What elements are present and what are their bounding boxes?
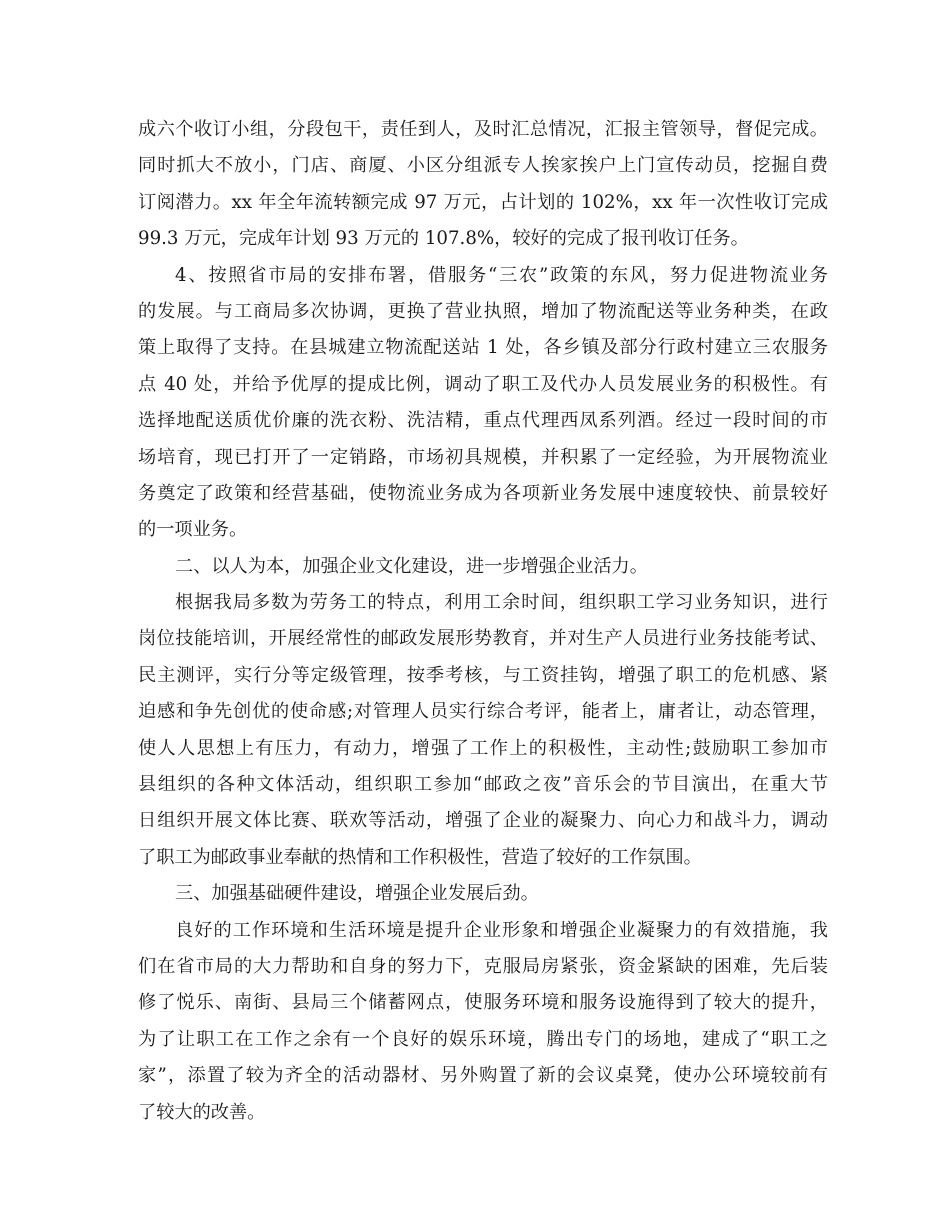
- text-line: 4、按照省市局的安排布署，借服务“三农”政策的东风，努力促进物流业务: [175, 264, 828, 286]
- text-line: 日组织开展文体比赛、联欢等活动，增强了企业的凝聚力、向心力和战斗力，调动: [138, 810, 828, 832]
- text-line: 同时抓大不放小，门店、商厦、小区分组派专人挨家挨户上门宣传动员，挖掘自费: [138, 155, 828, 177]
- text-line: 订阅潜力。xx 年全年流转额完成 97 万元，占计划的 102%，xx 年一次性收订完成: [138, 191, 828, 213]
- paragraph-culture: [138, 585, 828, 876]
- text-line: 务奠定了政策和经营基础，使物流业务成为各项新业务发展中速度较快、前景较好: [138, 482, 828, 504]
- text-line: 了较大的改善。: [138, 1101, 266, 1123]
- text-line: 场培育，现已打开了一定销路，市场初具规模，并积累了一定经验，为开展物流业: [138, 446, 828, 468]
- paragraph-infrastructure: [138, 913, 828, 1131]
- section-heading: 二、以人为本，加强企业文化建设，进一步增强企业活力。: [175, 555, 648, 577]
- text-line: 岗位技能培训，开展经常性的邮政发展形势教育，并对生产人员进行业务技能考试、: [138, 628, 828, 650]
- text-line: 了职工为邮政事业奉献的热情和工作积极性，营造了较好的工作氛围。: [138, 846, 702, 868]
- text-line: 修了悦乐、南街、县局三个储蓄网点，使服务环境和服务设施得到了较大的提升，: [138, 992, 828, 1014]
- section-heading: 三、加强基础硬件建设，增强企业发展后劲。: [175, 883, 539, 905]
- text-line: 家”，添置了较为齐全的活动器材、另外购置了新的会议桌凳，使办公环境较前有: [138, 1065, 828, 1087]
- section-heading-culture: [138, 549, 828, 585]
- text-line: 99.3 万元，完成年计划 93 万元的 107.8%，较好的完成了报刊收订任务。: [138, 228, 749, 250]
- text-line: 们在省市局的大力帮助和自身的努力下，克服局房紧张，资金紧缺的困难，先后装: [138, 955, 828, 977]
- section-heading-infrastructure: [138, 876, 828, 912]
- paragraph-subscription: [138, 112, 828, 258]
- text-line: 策上取得了支持。在县城建立物流配送站 1 处，各乡镇及部分行政村建立三农服务: [138, 337, 828, 359]
- text-line: 良好的工作环境和生活环境是提升企业形象和增强企业凝聚力的有效措施，我: [175, 919, 828, 941]
- text-line: 的一项业务。: [138, 519, 248, 541]
- text-line: 为了让职工在工作之余有一个良好的娱乐环境，腾出专门的场地，建成了“职工之: [138, 1028, 828, 1050]
- text-line: 迫感和争先创优的使命感;对管理人员实行综合考评，能者上，庸者让，动态管理，: [138, 701, 828, 723]
- text-line: 的发展。与工商局多次协调，更换了营业执照，增加了物流配送等业务种类，在政: [138, 300, 828, 322]
- text-line: 使人人思想上有压力，有动力，增强了工作上的积极性，主动性;鼓励职工参加市: [138, 737, 828, 759]
- text-line: 根据我局多数为劳务工的特点，利用工余时间，组织职工学习业务知识，进行: [175, 592, 828, 614]
- text-line: 选择地配送质优价廉的洗衣粉、洗洁精，重点代理西凤系列酒。经过一段时间的市: [138, 410, 828, 432]
- text-line: 点 40 处，并给予优厚的提成比例，调动了职工及代办人员发展业务的积极性。有: [138, 373, 828, 395]
- text-line: 县组织的各种文体活动，组织职工参加“邮政之夜”音乐会的节目演出，在重大节: [138, 774, 828, 796]
- text-line: 民主测评，实行分等定级管理，按季考核，与工资挂钩，增强了职工的危机感、紧: [138, 664, 828, 686]
- document-body: [138, 112, 828, 1131]
- paragraph-logistics: [138, 258, 828, 549]
- text-line: 成六个收订小组，分段包干，责任到人，及时汇总情况，汇报主管领导，督促完成。: [138, 119, 828, 140]
